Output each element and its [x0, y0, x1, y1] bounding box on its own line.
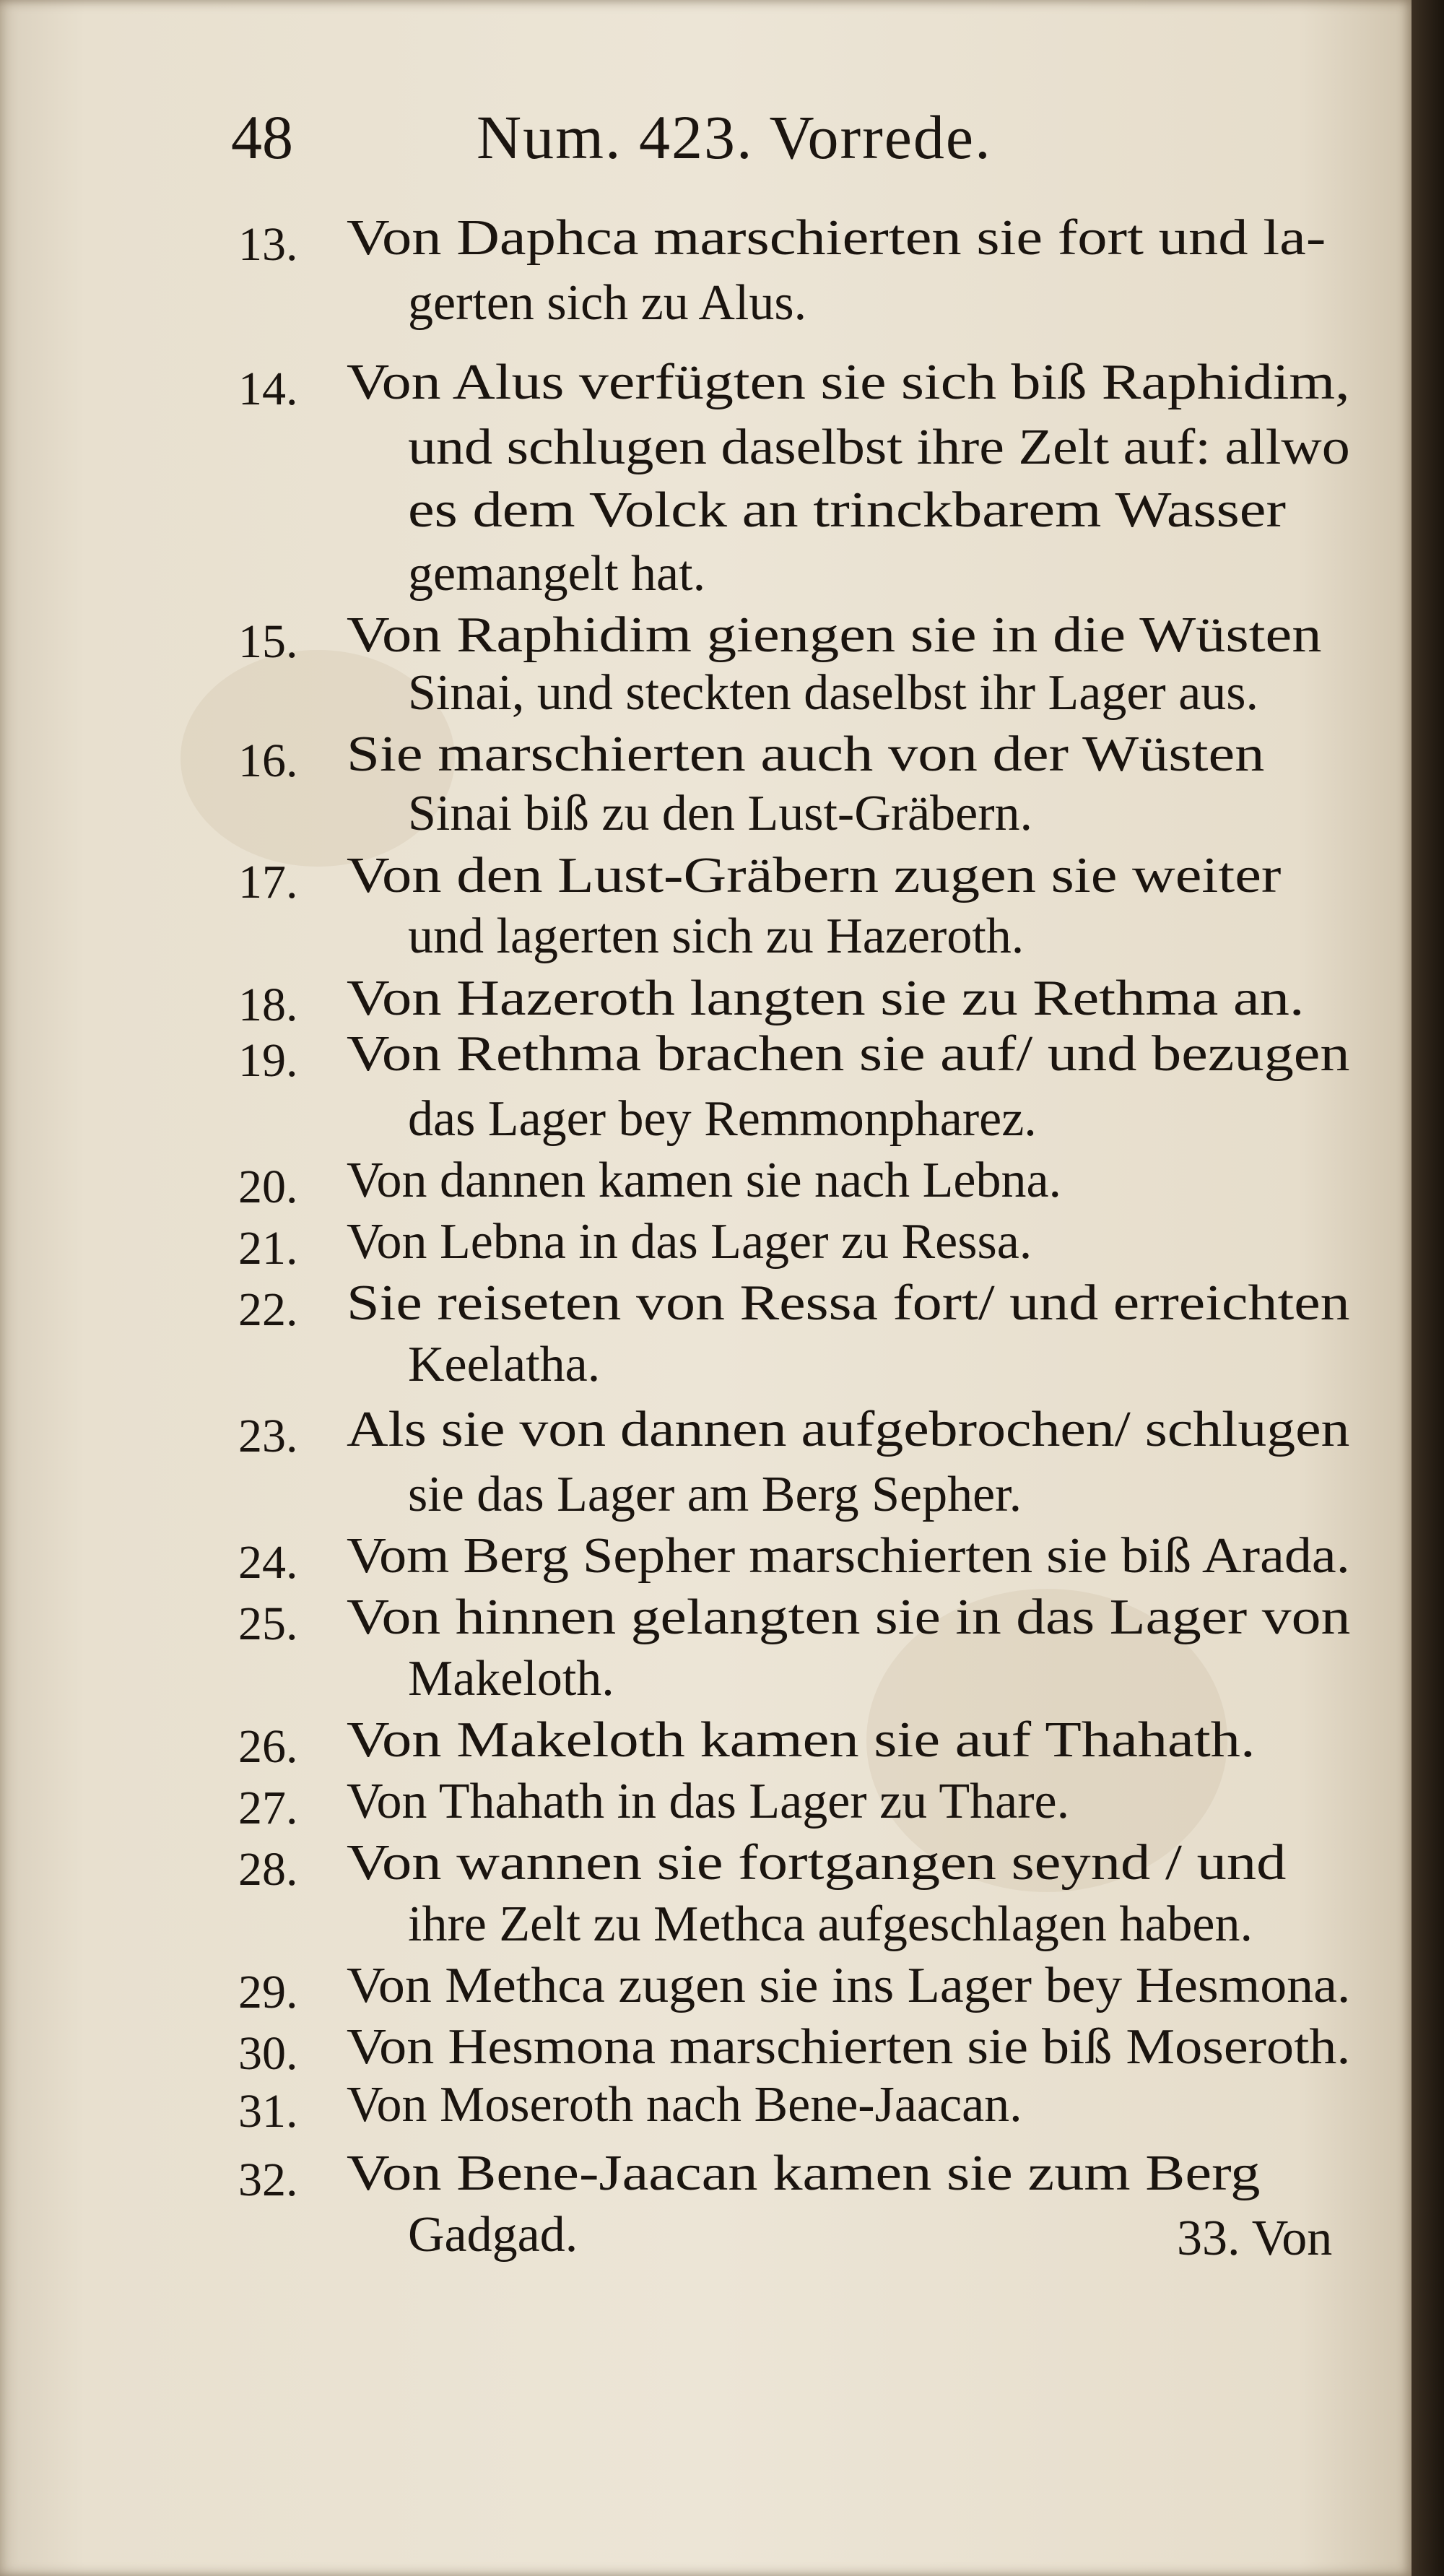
entry-number: 23. [238, 1410, 298, 1462]
entry-number: 29. [238, 1966, 298, 2018]
entry-text-line: Vom Berg Sepher marschierten sie biß Arada. [347, 1528, 1350, 1584]
entry-number: 27. [238, 1782, 298, 1834]
entry-number: 20. [238, 1161, 298, 1213]
page-title: Num. 423. Vorrede. [477, 103, 992, 172]
entry-text-line: Von Alus verfügten sie sich biß Raphidim, [347, 355, 1350, 410]
entry-number: 24. [238, 1536, 298, 1589]
entry-text-line: Gadgad. [408, 2207, 578, 2263]
entry-number: 18. [238, 979, 298, 1031]
entry-number: 25. [238, 1597, 298, 1650]
entry-text-line: Makeloth. [408, 1651, 614, 1707]
entry-text-line: Von Lebna in das Lager zu Ressa. [347, 1214, 1032, 1270]
entry-text-line: Sinai, und steckten daselbst ihr Lager aus. [408, 665, 1259, 721]
entry-text-line: Von wannen sie fortgangen seynd / und [347, 1835, 1287, 1891]
entry-number: 19. [238, 1034, 298, 1087]
entry-number: 16. [238, 734, 298, 787]
entry-text-line: Von Daphca marschierten sie fort und la- [347, 210, 1326, 266]
entry-text-line: Von Moseroth nach Bene-Jaacan. [347, 2077, 1022, 2133]
page-edge-shadow [1412, 0, 1444, 2576]
entry-number: 32. [238, 2154, 298, 2206]
entry-text-line: Von Rethma brachen sie auf/ und bezugen [347, 1026, 1350, 1082]
entry-text-line: sie das Lager am Berg Sepher. [408, 1467, 1022, 1522]
entry-text-line: und lagerten sich zu Hazeroth. [408, 908, 1025, 964]
entry-text-line: Von Methca zugen sie ins Lager bey Hesmona. [347, 1958, 1351, 2013]
entry-text-line: Von Hesmona marschierten sie biß Moseroth. [347, 2019, 1351, 2075]
entry-number: 31. [238, 2085, 298, 2138]
entry-number: 28. [238, 1843, 298, 1896]
entry-text-line: das Lager bey Remmonpharez. [408, 1091, 1037, 1147]
entry-number: 30. [238, 2027, 298, 2080]
entry-number: 26. [238, 1720, 298, 1773]
entry-number: 14. [238, 363, 298, 415]
catchword: 33. Von [1177, 2211, 1333, 2266]
entry-text-line: und schlugen daselbst ihre Zelt auf: allwo [408, 420, 1350, 475]
entry-text-line: ihre Zelt zu Methca aufgeschlagen haben. [408, 1896, 1253, 1952]
entry-number: 13. [238, 218, 298, 271]
entry-text-line: Sie marschierten auch von der Wüsten [347, 727, 1265, 782]
entry-text-line: gerten sich zu Alus. [408, 275, 807, 331]
entry-text-line: Sinai biß zu den Lust-Gräbern. [408, 786, 1033, 841]
entry-number: 15. [238, 615, 298, 668]
entry-text-line: gemangelt hat. [408, 546, 706, 602]
page-number: 48 [231, 103, 293, 172]
entry-number: 21. [238, 1222, 298, 1275]
entry-text-line: Von dannen kamen sie nach Lebna. [347, 1153, 1062, 1208]
entry-text-line: Keelatha. [408, 1337, 601, 1392]
entry-text-line: Von hinnen gelangten sie in das Lager von [347, 1590, 1351, 1645]
entry-text-line: Von Makeloth kamen sie auf Thahath. [347, 1712, 1256, 1768]
entry-text-line: Von den Lust-Gräbern zugen sie weiter [347, 848, 1282, 903]
entry-text-line: Von Hazeroth langten sie zu Rethma an. [347, 971, 1305, 1026]
entry-number: 22. [238, 1283, 298, 1336]
entry-text-line: es dem Volck an trinckbarem Wasser [408, 482, 1286, 538]
entry-text-line: Von Raphidim giengen sie in die Wüsten [347, 607, 1322, 663]
entry-text-line: Von Bene-Jaacan kamen sie zum Berg [347, 2146, 1261, 2201]
entry-text-line: Sie reiseten von Ressa fort/ und erreichten [347, 1275, 1350, 1331]
entry-text-line: Als sie von dannen aufgebrochen/ schlugen [347, 1402, 1350, 1457]
entry-number: 17. [238, 856, 298, 908]
entry-text-line: Von Thahath in das Lager zu Thare. [347, 1774, 1070, 1829]
